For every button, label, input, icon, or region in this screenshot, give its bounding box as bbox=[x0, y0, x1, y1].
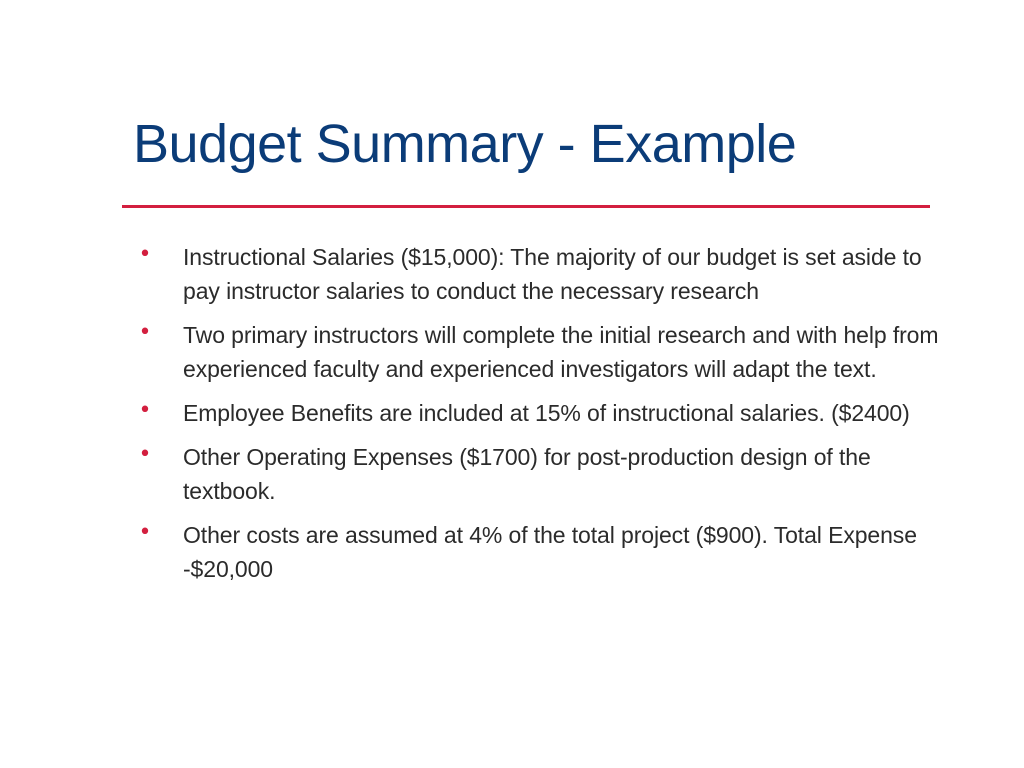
slide-title: Budget Summary - Example bbox=[133, 114, 797, 174]
bullet-list bbox=[138, 240, 948, 596]
bullet-item bbox=[138, 518, 948, 586]
bullet-icon: • bbox=[138, 320, 152, 345]
bullet-icon: • bbox=[138, 398, 152, 423]
bullet-item bbox=[138, 318, 948, 386]
bullet-icon: • bbox=[138, 442, 152, 467]
bullet-item bbox=[138, 440, 948, 508]
bullet-text: Employee Benefits are included at 15% of instructional salaries. ($2400) bbox=[183, 400, 910, 426]
bullet-item bbox=[138, 396, 948, 430]
bullet-text: Instructional Salaries ($15,000): The majority of our budget is set aside to pay instructor salaries to conduct the necessary research bbox=[183, 244, 922, 304]
bullet-icon: • bbox=[138, 520, 152, 545]
bullet-text: Other costs are assumed at 4% of the total project ($900). Total Expense -$20,000 bbox=[183, 522, 917, 582]
bullet-item bbox=[138, 240, 948, 308]
bullet-text: Two primary instructors will complete the initial research and with help from experienced faculty and experienced investigators will adapt the text. bbox=[183, 322, 939, 382]
title-divider bbox=[122, 205, 930, 208]
bullet-text: Other Operating Expenses ($1700) for post-production design of the textbook. bbox=[183, 444, 871, 504]
bullet-icon: • bbox=[138, 242, 152, 267]
